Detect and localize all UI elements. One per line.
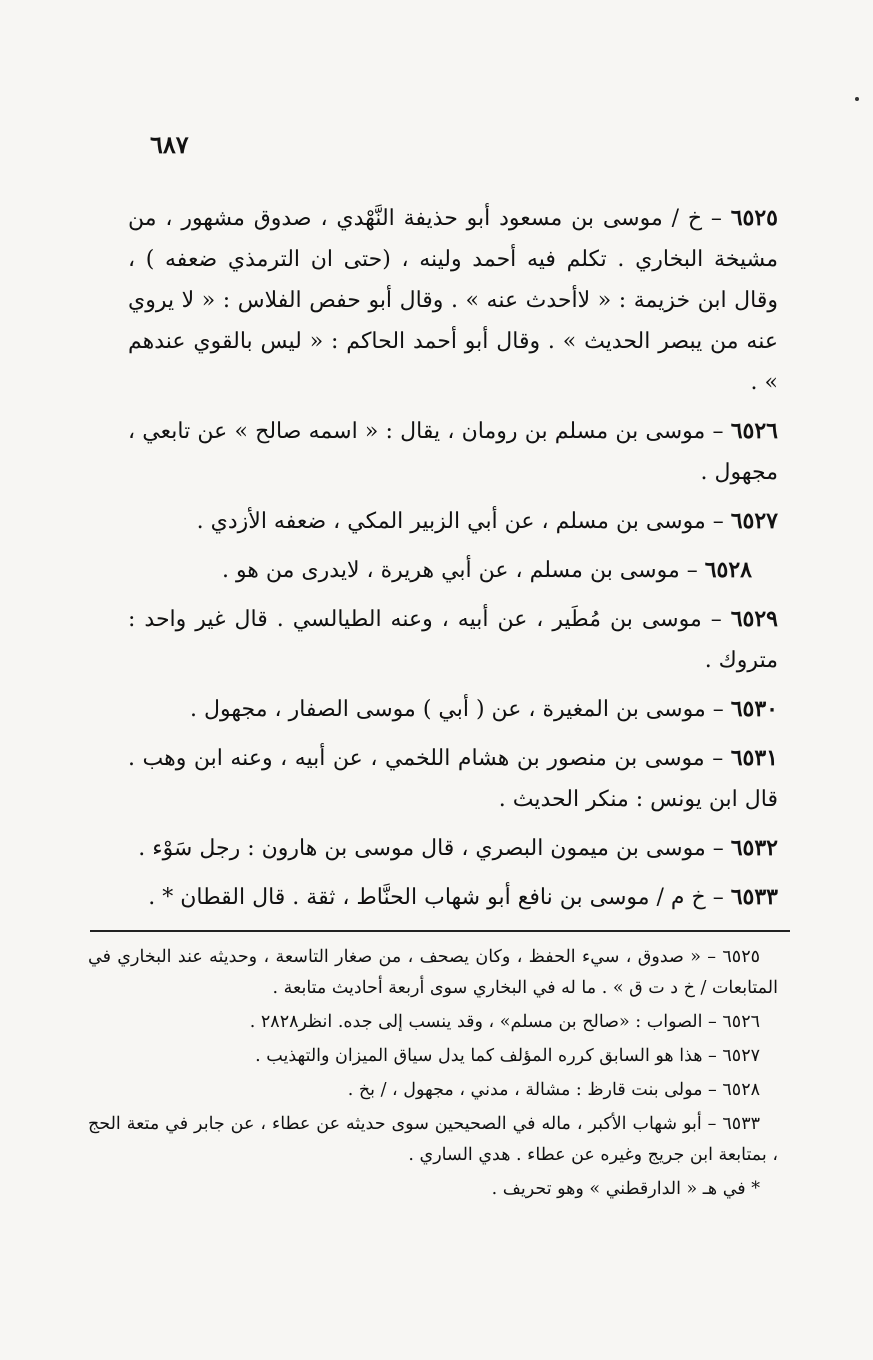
footnote-text: – مولى بنت قارظ : مشالة ، مدني ، مجهول ، / بخ . — [347, 1080, 717, 1100]
entry-text: – موسى بن منصور بن هشام اللخمي ، عن أبيه ، وعنه ابن وهب . قال ابن يونس : منكر الحديث . — [128, 746, 778, 812]
footnote-6528 — [88, 1075, 778, 1106]
footnote-text: – أبو شهاب الأكبر ، ماله في الصحيحين سوى حديثه عن عطاء ، عن جابر في متعة الحج ، بمتابعة ابن جريج وغيره عن عطاء . هدي الساري . — [88, 1114, 778, 1165]
footnote-6525 — [88, 942, 778, 1004]
footnote-number: ٦٥٢٥ — [722, 947, 760, 967]
entry-text: – خ م / موسى بن نافع أبو شهاب الحنَّاط ، ثقة . قال القطان * . — [148, 885, 724, 910]
entry-6525 — [128, 198, 778, 403]
entry-6526 — [128, 411, 778, 493]
entry-number: ٦٥٣٢ — [730, 835, 778, 861]
entry-6527 — [128, 501, 778, 542]
entry-6528 — [128, 550, 778, 591]
footnote-6526 — [88, 1007, 778, 1038]
entry-number: ٦٥٢٦ — [730, 418, 778, 444]
entry-number: ٦٥٣٣ — [730, 884, 778, 910]
entry-number: ٦٥٢٥ — [730, 205, 778, 231]
footnote-number: ٦٥٢٨ — [722, 1080, 760, 1100]
entry-text: – موسى بن مُطَير ، عن أبيه ، وعنه الطيالسي . قال غير واحد : متروك . — [128, 607, 778, 673]
main-text — [128, 198, 778, 926]
footnote-number: ٦٥٢٦ — [722, 1012, 760, 1032]
entry-text: – موسى بن مسلم ، عن أبي هريرة ، لايدرى من هو . — [221, 558, 698, 583]
entry-6529 — [128, 599, 778, 681]
footnote-text: – هذا هو السابق كرره المؤلف كما يدل سياق الميزان والتهذيب . — [255, 1046, 717, 1066]
footnote-number: ٦٥٣٣ — [722, 1114, 760, 1134]
entry-text: – خ / موسى بن مسعود أبو حذيفة النَّهْدي ، صدوق مشهور ، من مشيخة البخاري . تكلم فيه أحمد ولينه ، (حتى ان الترمذي ضعفه ) ، وقال ابن خزيمة : « لاأحدث عنه » . وقال أبو حفص الفلاس : « لا يروي عنه من يبصر الحديث » . وقال أبو أحمد الحاكم : « ليس بالقوي عندهم » . — [128, 206, 778, 395]
entry-number: ٦٥٢٨ — [704, 557, 752, 583]
footnotes — [88, 942, 778, 1208]
entry-6532 — [128, 828, 778, 869]
entry-6530 — [128, 689, 778, 730]
footnote-6527 — [88, 1041, 778, 1072]
footnote-text: – الصواب : «صالح بن مسلم» ، وقد ينسب إلى جده. انظر٢٨٢٨ . — [249, 1012, 717, 1032]
footnote-divider — [90, 930, 790, 932]
footnote-asterisk — [88, 1174, 778, 1205]
entry-text: – موسى بن مسلم ، عن أبي الزبير المكي ، ضعفه الأزدي . — [196, 509, 724, 534]
footnote-number: ٦٥٢٧ — [722, 1046, 760, 1066]
entry-number: ٦٥٣٠ — [730, 696, 778, 722]
entry-text: – موسى بن المغيرة ، عن ( أبي ) موسى الصفار ، مجهول . — [190, 697, 724, 722]
footnote-text: – « صدوق ، سيء الحفظ ، وكان يصحف ، من صغار التاسعة ، وحديثه عند البخاري في المتابعات / خ د ت ق » . ما له في البخاري سوى أربعة أحاديث متابعة . — [88, 947, 778, 998]
entry-6531 — [128, 738, 778, 820]
entry-number: ٦٥٣١ — [730, 745, 778, 771]
footnote-6533 — [88, 1109, 778, 1171]
entry-text: – موسى بن مسلم بن رومان ، يقال : « اسمه صالح » عن تابعي ، مجهول . — [128, 419, 778, 485]
entry-6533 — [128, 877, 778, 918]
entry-number: ٦٥٢٩ — [730, 606, 778, 632]
entry-number: ٦٥٢٧ — [730, 508, 778, 534]
footnote-text: * في هـ « الدارقطني » وهو تحريف . — [491, 1179, 760, 1199]
scan-speck — [855, 97, 859, 101]
entry-text: – موسى بن ميمون البصري ، قال موسى بن هارون : رجل سَوْء . — [138, 836, 724, 861]
page-number: ٦٨٧ — [150, 130, 189, 159]
